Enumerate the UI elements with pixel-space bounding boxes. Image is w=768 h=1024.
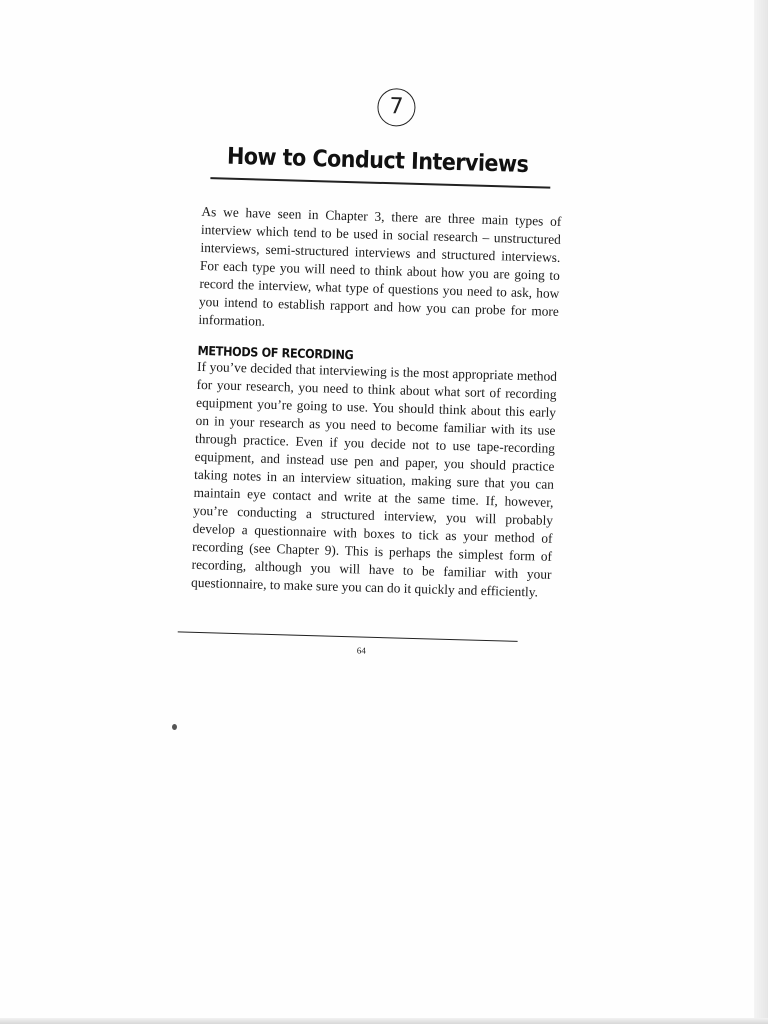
intro-paragraph: As we have seen in Chapter 3, there are three main types of interview which tend to be used in social research – unstructured interviews, semi-structured interviews and structured interviews. For each type you will need to think about how you are going to record the interview, what type of questions you need to ask, how you intend to establish rapport and how you can probe for more information. xyxy=(198,203,562,329)
chapter-title: How to Conduct Interviews xyxy=(226,143,529,179)
section-paragraph: If you’ve decided that interviewing is the most appropriate method for your research, you need to think about what sort of recording equipment you’re going to use. You should think about this early on in your research as you need to become familiar with its use through practice. Even if you decide not to use tape-recording equipment, and instead use pen and paper, you should practice taking notes in an interview situation, making sure that you can maintain eye contact and write at the same time. If, however, you’re conducting a structured interview, you will probably develop a questionnaire with boxes to tick as your method of recording (see Chapter 9). This is perhaps the simplest form of recording, although you will have to be familiar with your questionnaire, to make sure you can do it quickly and efficiently. xyxy=(190,358,558,599)
chapter-number-circle: 7 xyxy=(377,88,416,127)
scan-speck xyxy=(172,724,177,730)
page-number: 64 xyxy=(356,645,366,656)
page-edge-bottom xyxy=(0,1018,768,1024)
page-content xyxy=(189,83,565,661)
title-rule xyxy=(210,177,550,188)
page-edge-right xyxy=(754,0,768,1024)
footer-rule xyxy=(178,631,518,642)
section-heading: METHODS OF RECORDING xyxy=(197,342,354,362)
